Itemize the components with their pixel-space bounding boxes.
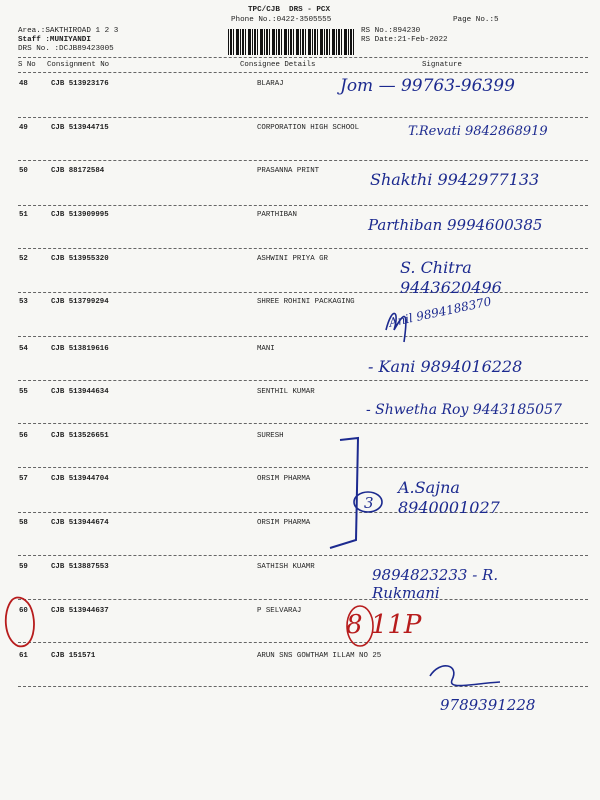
row-consignment: CJB 513526651	[51, 432, 109, 440]
signature-49: T.Revati 9842868919	[408, 124, 548, 139]
signature-53: Anil 9894188370	[387, 294, 493, 330]
barcode	[228, 29, 354, 55]
row-consignee: BLARAJ	[257, 80, 284, 88]
row-consignee: ARUN SNS GOWTHAM ILLAM NO 25	[257, 652, 382, 660]
row-consignment: CJB 513799294	[51, 298, 109, 306]
row-consignment: CJB 151571	[51, 652, 96, 660]
staff-label: Staff :MUNIYANDI	[18, 36, 91, 44]
row-consignment: CJB 513955320	[51, 255, 109, 263]
table-row	[0, 298, 600, 338]
bracket-count: 3	[364, 494, 374, 512]
row-sno: 52	[19, 255, 28, 263]
row-consignee: SENTHIL KUMAR	[257, 388, 315, 396]
row-consignee: MANI	[257, 345, 275, 353]
row-sno: 59	[19, 563, 28, 571]
page-number: Page No.:5	[453, 16, 499, 24]
row-divider	[18, 380, 588, 381]
row-consignment: CJB 513819616	[51, 345, 109, 353]
row-divider	[18, 205, 588, 206]
row-consignee: P SELVARAJ	[257, 607, 302, 615]
row-consignment: CJB 513944634	[51, 388, 109, 396]
table-row	[0, 607, 600, 647]
signature-51: Parthiban 9994600385	[368, 216, 543, 234]
row-divider	[18, 423, 588, 424]
signature-60: 8 11P	[346, 610, 422, 640]
row-sno: 51	[19, 211, 28, 219]
row-sno: 58	[19, 519, 28, 527]
signature-59: 9894823233 - R. Rukmani	[372, 566, 499, 602]
row-consignment: CJB 513909995	[51, 211, 109, 219]
col-consignee: Consignee Details	[240, 61, 316, 69]
row-sno: 61	[19, 652, 28, 660]
rs-number: RS No.:894230	[361, 27, 421, 35]
row-consignment: CJB 513923176	[51, 80, 109, 88]
row-consignment: CJB 513944674	[51, 519, 109, 527]
rs-date: RS Date:21-Feb-2022	[361, 36, 448, 44]
phone-number: Phone No.:0422-3505555	[231, 16, 332, 24]
table-row	[0, 519, 600, 559]
drs-number: DRS No. :DCJB89423005	[18, 45, 114, 53]
row-consignment: CJB 513944637	[51, 607, 109, 615]
row-sno: 57	[19, 475, 28, 483]
row-sno: 54	[19, 345, 28, 353]
row-sno: 48	[19, 80, 28, 88]
row-consignee: SURESH	[257, 432, 284, 440]
row-sno: 60	[19, 607, 28, 615]
row-sno: 53	[19, 298, 28, 306]
signature-50: Shakthi 9942977133	[370, 170, 540, 189]
row-consignment: CJB 513887553	[51, 563, 109, 571]
signature-54: - Kani 9894016228	[368, 357, 523, 376]
header-rule	[18, 57, 588, 58]
signature-48: Jom — 99763-96399	[340, 76, 515, 96]
row-sno: 49	[19, 124, 28, 132]
row-consignee: PRASANNA PRINT	[257, 167, 320, 175]
signature-55: - Shwetha Roy 9443185057	[366, 402, 562, 418]
signature-57: A.Sajna 8940001027	[398, 478, 500, 517]
header-rule-bottom	[18, 72, 588, 73]
row-consignment: CJB 513944704	[51, 475, 109, 483]
col-sno: S No	[18, 61, 36, 69]
row-consignee: PARTHIBAN	[257, 211, 297, 219]
row-divider	[18, 467, 588, 468]
row-divider	[18, 336, 588, 337]
row-sno: 50	[19, 167, 28, 175]
row-consignment: CJB 88172584	[51, 167, 105, 175]
signature-61: 9789391228	[440, 696, 536, 714]
row-divider	[18, 555, 588, 556]
area-label: Area.:SAKTHIROAD 1 2 3	[18, 27, 119, 35]
row-divider	[18, 248, 588, 249]
row-consignee: ORSIM PHARMA	[257, 519, 311, 527]
sheet-title: TPC/CJB DRS - PCX	[248, 6, 331, 14]
row-divider	[18, 686, 588, 687]
table-row	[0, 432, 600, 472]
row-sno: 56	[19, 432, 28, 440]
row-divider	[18, 117, 588, 118]
signature-52: S. Chitra 9443620496	[400, 258, 502, 297]
row-consignee: ORSIM PHARMA	[257, 475, 311, 483]
row-consignee: SHREE ROHINI PACKAGING	[257, 298, 355, 306]
col-signature: Signature	[422, 61, 462, 69]
row-sno: 55	[19, 388, 28, 396]
col-consignment: Consignment No	[47, 61, 110, 69]
row-divider	[18, 642, 588, 643]
row-consignment: CJB 513944715	[51, 124, 109, 132]
row-consignee: SATHISH KUAMR	[257, 563, 315, 571]
row-consignee: ASHWINI PRIYA GR	[257, 255, 328, 263]
row-consignee: CORPORATION HIGH SCHOOL	[257, 124, 360, 132]
row-divider	[18, 160, 588, 161]
